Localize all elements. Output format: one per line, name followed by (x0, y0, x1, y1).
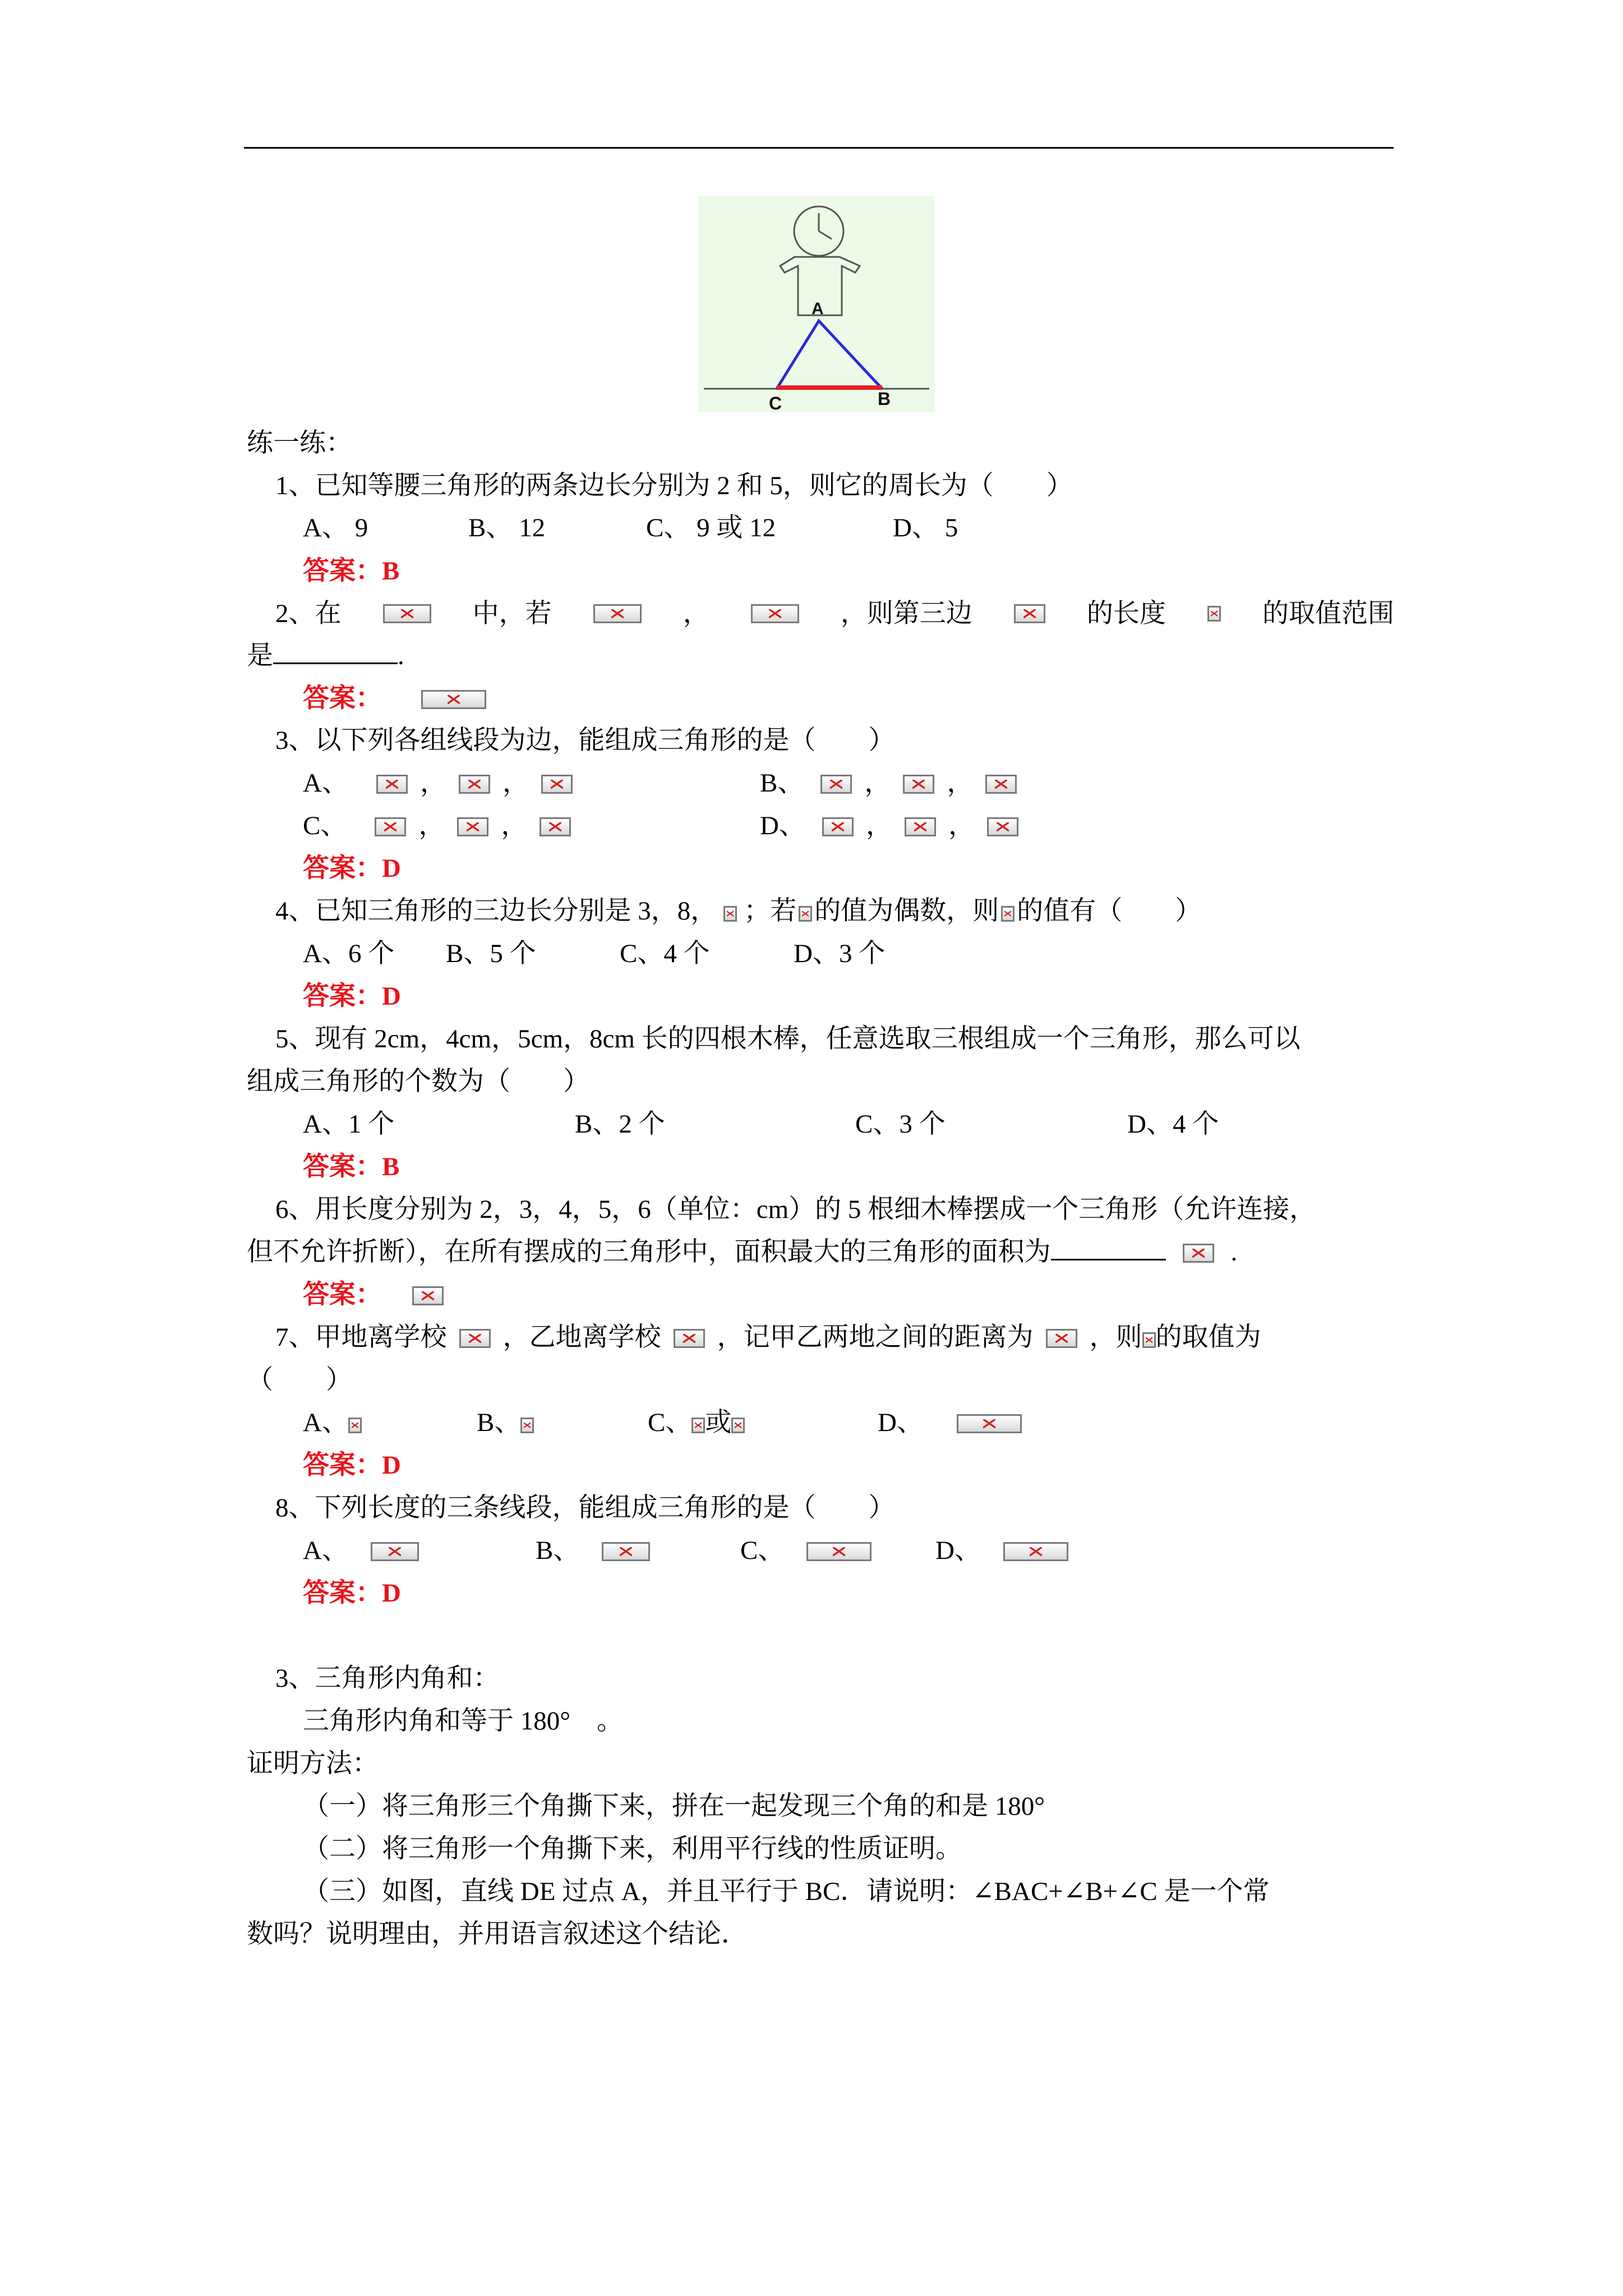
q8-c-formula (806, 1542, 872, 1561)
label-a: A (811, 300, 824, 318)
q8-option-d: D、 (935, 1534, 1068, 1567)
q5-option-c: C、3 个 (855, 1110, 946, 1139)
q3-answer: 答案：D (303, 854, 401, 883)
q6-answer: 答案： (303, 1278, 444, 1312)
q2-answer-blank (273, 662, 398, 664)
label-b: B (878, 389, 891, 409)
q4-stem: 4、已知三角形的三边长分别是 3，8， ；若 的值为偶数，则 的值有（ ） (275, 896, 1202, 926)
q5-answer: 答案：B (303, 1152, 400, 1181)
q3-b-formula-2 (903, 775, 934, 794)
sec3-fact: 三角形内角和等于 180° 。 (303, 1706, 624, 1736)
q7-line2: （ ） (247, 1365, 352, 1395)
q1-stem: 1、已知等腰三角形的两条边长分别为 2 和 5，则它的周长为（ ） (275, 471, 1073, 500)
q6-line2: 但不允许折断），在所有摆成的三角形中，面积最大的三角形的面积为 . (247, 1237, 1238, 1267)
q3-option-a: A、 ， ， (303, 766, 573, 800)
q8-stem: 8、下列长度的三条线段，能组成三角形的是（ ） (275, 1493, 895, 1522)
q2-formula-2 (593, 604, 642, 623)
sec3-title: 3、三角形内角和： (275, 1664, 500, 1693)
q6-unit-formula (1183, 1244, 1214, 1263)
q3-a-formula-1 (376, 775, 408, 794)
q4-option-c: C、4 个 (620, 939, 710, 968)
label-c: C (769, 393, 782, 412)
q7-b-formula (520, 1418, 534, 1433)
q4-formula-x3 (1001, 906, 1015, 922)
q4-option-d: D、3 个 (794, 939, 886, 968)
q5-option-d: D、4 个 (1127, 1110, 1219, 1139)
q4-formula-x1 (723, 906, 737, 922)
q7-option-b: B、 (477, 1406, 534, 1439)
q2-formula-1 (383, 604, 431, 623)
q5-option-a: A、1 个 (303, 1110, 395, 1139)
q7-formula-3 (1046, 1329, 1077, 1348)
q2-formula-3 (751, 604, 799, 623)
q2-formula-5 (1207, 606, 1221, 622)
q7-option-a: A、 (303, 1406, 362, 1439)
q3-c-formula-3 (540, 817, 571, 836)
q1-answer: 答案：B (303, 556, 400, 586)
q7-a-formula (348, 1418, 362, 1433)
q3-option-b: B、 ， ， (760, 766, 1017, 800)
header-rule (244, 147, 1394, 149)
q6-answer-blank (1051, 1259, 1166, 1260)
q5-option-b: B、2 个 (575, 1110, 665, 1139)
q7-formula-2 (674, 1329, 705, 1348)
sec3-method-3-line1: （三）如图，直线 DE 过点 A，并且平行于 BC．请说明：∠BAC+∠B+∠C 是一个常 (303, 1877, 1270, 1906)
q3-d-formula-3 (987, 817, 1018, 836)
q8-option-a: A、 (303, 1534, 419, 1567)
q3-c-formula-2 (457, 817, 488, 836)
q6-answer-formula (412, 1286, 444, 1305)
q8-answer: 答案：D (303, 1579, 401, 1608)
sec3-method-3-line2: 数吗？说明理由，并用语言叙述这个结论． (247, 1920, 748, 1949)
q2-stem: 2、在 中，若 ， ，则第三边 的长度 的取值范围 (275, 599, 1394, 628)
q7-c-formula-2 (731, 1418, 745, 1433)
q8-d-formula (1003, 1542, 1068, 1561)
q7-d-formula (957, 1414, 1022, 1433)
q3-d-formula-2 (905, 817, 936, 836)
q3-c-formula-1 (375, 817, 406, 836)
q5-line2: 组成三角形的个数为（ ） (247, 1067, 589, 1096)
q8-option-c: C、 (740, 1534, 872, 1567)
q8-b-formula (602, 1542, 650, 1561)
q3-b-formula-1 (820, 775, 852, 794)
q2-formula-4 (1014, 604, 1045, 623)
q4-formula-x2 (799, 906, 812, 922)
q4-option-b: B、5 个 (446, 939, 536, 968)
q7-formula-4 (1142, 1332, 1156, 1348)
q7-formula-1 (459, 1329, 491, 1348)
sec3-method-1: （一）将三角形三个角撕下来，拼在一起发现三个角的和是 180° (303, 1792, 1045, 1821)
q7-option-d: D、 (878, 1406, 1022, 1439)
q2-answer: 答案： (303, 682, 486, 715)
q1-option-b: B、 12 (468, 513, 546, 542)
q2-line2: 是 . (247, 641, 404, 670)
q3-stem: 3、以下列各组线段为边，能组成三角形的是（ ） (275, 726, 895, 755)
q3-a-formula-2 (459, 775, 490, 794)
q1-option-a: A、 9 (303, 513, 368, 542)
q5-line1: 5、现有 2cm，4cm，5cm，8cm 长的四根木棒，任意选取三根组成一个三角形，那么可以 (275, 1024, 1301, 1053)
q6-line1: 6、用长度分别为 2，3，4，5，6（单位：cm）的 5 根细木棒摆成一个三角形（允许连接， (275, 1195, 1316, 1224)
q2-answer-formula (421, 690, 486, 709)
q1-option-c: C、 9 或 12 (646, 513, 776, 542)
triangle-figure (698, 196, 935, 412)
q4-answer: 答案：D (303, 982, 401, 1011)
practice-title: 练一练： (247, 429, 352, 458)
q3-option-c: C、 ， ， (303, 809, 571, 843)
q3-b-formula-3 (985, 775, 1017, 794)
q3-a-formula-3 (541, 775, 573, 794)
q4-option-a: A、6 个 (303, 939, 395, 968)
q3-option-d: D、 ， ， (760, 809, 1018, 843)
q7-c-formula-1 (691, 1418, 705, 1433)
q8-a-formula (371, 1542, 419, 1561)
sec3-method-2: （二）将三角形一个角撕下来，利用平行线的性质证明。 (303, 1834, 962, 1864)
sec3-methods-title: 证明方法： (247, 1749, 379, 1778)
q3-d-formula-1 (822, 817, 854, 836)
q8-option-b: B、 (536, 1534, 650, 1567)
q7-stem: 7、甲地离学校 ，乙地离学校 ，记甲乙两地之间的距离为 ，则 的取值为 (275, 1323, 1261, 1352)
q1-option-d: D、 5 (893, 513, 958, 542)
q7-option-c: C、 或 (648, 1406, 745, 1439)
q7-answer: 答案：D (303, 1451, 401, 1480)
